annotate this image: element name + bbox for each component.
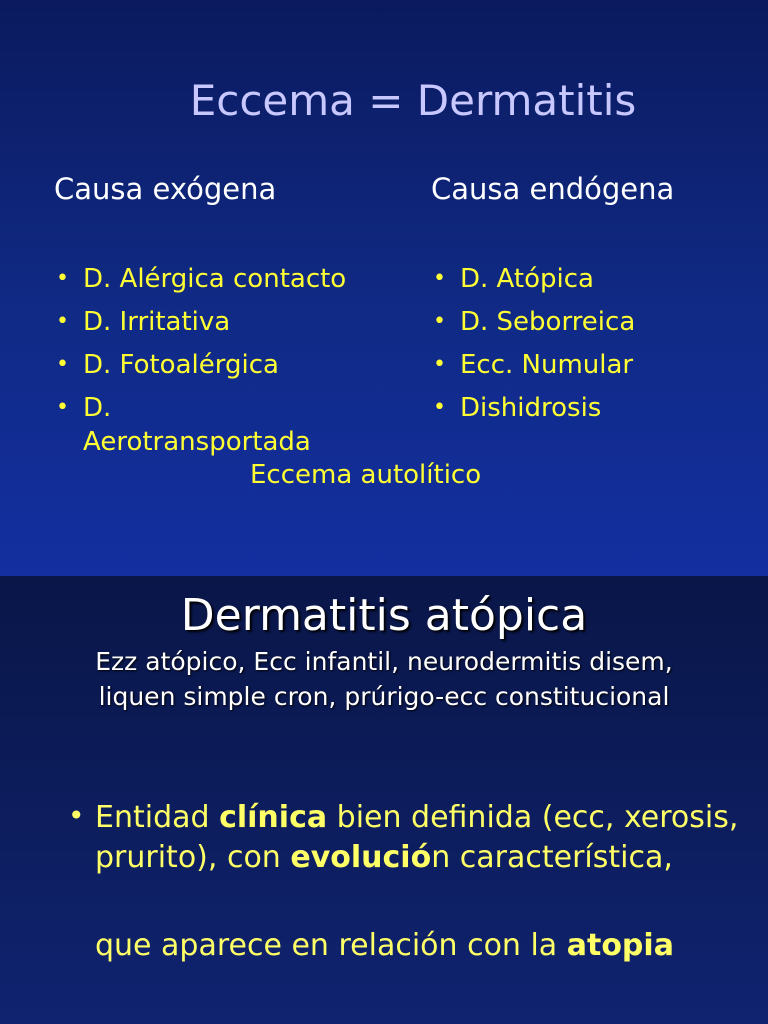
emphasis-text: atopia	[566, 928, 674, 963]
bullet-icon: •	[56, 309, 69, 334]
exogenous-causes-list	[56, 262, 356, 468]
list-item	[56, 262, 356, 296]
list-item	[56, 391, 323, 459]
footer-note: Eccema autolítico	[250, 460, 482, 490]
column-heading-exogenous: Causa exógena	[54, 172, 277, 206]
definition-list	[68, 798, 768, 878]
list-item-label: D. Atópica	[460, 264, 594, 294]
list-item	[56, 348, 356, 382]
endogenous-causes-list	[433, 262, 753, 434]
list-item-label: D. Fotoalérgica	[83, 350, 279, 380]
text-segment: n característica,	[431, 840, 673, 875]
list-item	[433, 348, 753, 382]
list-item	[56, 305, 356, 339]
emphasis-text: clínica	[219, 800, 328, 835]
slide-title: Eccema = Dermatitis	[189, 76, 637, 125]
list-item	[68, 798, 768, 878]
list-item-label: D. Seborreica	[460, 307, 636, 337]
text-segment: Entidad	[95, 800, 220, 835]
list-item-label: D. Aerotransportada	[83, 393, 311, 457]
slide-title: Dermatitis atópica	[180, 590, 588, 641]
bullet-icon: •	[433, 266, 446, 291]
list-item	[433, 391, 753, 425]
bullet-icon: •	[68, 799, 85, 832]
column-heading-endogenous: Causa endógena	[431, 172, 675, 206]
bullet-icon: •	[56, 266, 69, 291]
slide-subtitle: Ezz atópico, Ecc infantil, neurodermitis disem, liquen simple cron, prúrigo-ecc constitucional	[95, 647, 673, 711]
emphasis-text: evolució	[290, 840, 432, 875]
bullet-icon: •	[433, 309, 446, 334]
bullet-icon: •	[433, 395, 446, 420]
continuation-line	[95, 928, 674, 963]
text-segment: bien definida (ecc, xerosis, prurito), con	[95, 800, 739, 875]
bullet-icon: •	[56, 352, 69, 377]
list-item	[433, 262, 753, 296]
list-item-label: Ecc. Numular	[460, 350, 634, 380]
slide-dermatitis-atopica	[0, 576, 768, 1024]
list-item	[433, 305, 753, 339]
list-item-label: D. Alérgica contacto	[83, 264, 347, 294]
bullet-icon: •	[56, 395, 69, 420]
list-item-label: D. Irritativa	[83, 307, 231, 337]
list-item-label: Dishidrosis	[460, 393, 602, 423]
bullet-icon: •	[433, 352, 446, 377]
text-segment: que aparece en relación con la	[95, 928, 567, 963]
